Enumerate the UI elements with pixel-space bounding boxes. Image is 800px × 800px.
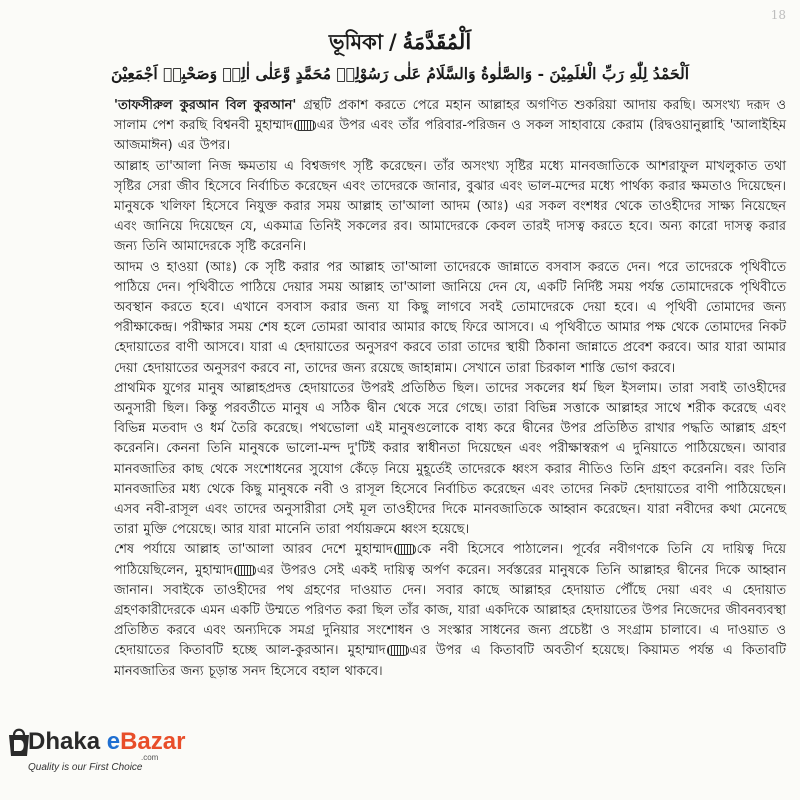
paragraph-1-text-b: এর উপর এবং তাঁর পরিবার-পরিজন ও সকল সাহাবায়ে কেরাম (রিদ্বওয়ানুল্লাহি 'আলাইহিম আজমাঈন) এর উপর। (114, 118, 786, 154)
page-corner-mark: 18 (770, 8, 786, 22)
salutation-glyph-icon (234, 565, 256, 576)
paragraph-2: আল্লাহ তা'আলা নিজ ক্ষমতায় এ বিশ্বজগৎ সৃষ্টি করেছেন। তাঁর অসংখ্য সৃষ্টির মধ্যে মানবজাতিকে আশরাফুল মাখলুকাত তথা সৃষ্টির সেরা জীব হিসেবে নির্বাচিত করেছেন এবং তাদেরকে জানার, বুঝার এবং ভাল-মন্দের মধ্যে পার্থক্য করার ক্ষমতাও দিয়েছেন। মানুষকে খলিফা হিসেবে নিযুক্ত করার সময় আল্লাহ তা'আলা আদম (আঃ) এর সকল বংশধর থেকে তাওহীদের সাক্ষ্য নিয়েছেন এবং জানিয়ে দিয়েছেন যে, একমাত্র তিনিই সকলের রব। আমাদেরকে কেবল তারই দাসত্ব করতে হবে। অন্য কারো দাসত্ব করার জন্য তিনি আমাদেরকে সৃষ্টি করেননি। (114, 158, 786, 255)
opening-doa: اَلْحَمْدُ لِلّٰهِ رَبِّ الْعٰلَمِيْنَ - وَالصَّلٰوةُ وَالسَّلَامُ عَلٰى رَسُوْلِهٖ مُحَمَّدٍ وَّعَلٰى اٰلِهٖ وَصَحْبِهٖ اَجْمَعِيْنَ (110, 64, 690, 83)
paragraph-5-text-c: এর উপরও সেই একই দায়িত্ব অর্পণ করেন। সর্বস্তরের মানুষকে তিনি আল্লাহর দ্বীনের দিকে আহ্বান জানান। সবাইকে তাওহীদের পথ গ্রহণের দাওয়াত দেন। সবার কাছে আল্লাহর হেদায়াত পৌঁছে দেয়া এবং এ হেদায়াত গ্রহণকারীদেরকে এমন একটি উম্মতে পরিণত করা ছিল তাঁর কাজ, যারা একদিকে আল্লাহর হেদায়াতের উপর নিজেদের জীবনব্যবস্থা প্রতিষ্ঠিত করবে এবং অন্যদিকে সমগ্র দুনিয়ার সংশোধন ও সংস্কার সাধনের জন্য প্রচেষ্টা ও সংগ্রাম চালাবে। এ দাওয়াত ও হেদায়াতের কিতাবটি হচ্ছে আল-কুরআন। মুহাম্মাদ (114, 562, 787, 659)
store-logo-domain: .com (141, 753, 159, 762)
title-separator: / (388, 30, 397, 54)
paragraph-5-text-d: এর উপর এ কিতাবটি অবতীর্ণ হয়েছে। কিয়ামত পর্যন্ত এ কিতাবটি মানবজাতির জন্য চূড়ান্ত সনদ হিসেবে বহাল থাকবে। (114, 643, 786, 679)
title-arabic: اَلْمُقَدَّمَةُ (402, 29, 472, 54)
paragraph-1 (114, 96, 786, 157)
page-title (0, 26, 800, 61)
salutation-glyph-icon (387, 645, 409, 656)
introduction-body (114, 96, 786, 682)
store-tagline: Quality is our First Choice (28, 762, 143, 773)
title-bengali: ভূমিকা (328, 30, 383, 54)
store-logo-text: Dhaka eBazar (28, 728, 186, 755)
store-watermark (6, 722, 196, 782)
paragraph-5 (114, 540, 786, 681)
paragraph-1-text-a: গ্রন্থটি প্রকাশ করতে পেরে মহান আল্লাহর অগণিত শুকরিয়া আদায় করছি। অসংখ্য দরূদ ও সালাম পেশ করছি বিশ্বনবী মুহাম্মাদ (114, 98, 786, 134)
paragraph-5-text-b: কে নবী হিসেবে পাঠালেন। পূর্বের নবীগণকে তিনি যে দায়িত্ব দিয়ে পাঠিয়েছিলেন, মুহাম্মাদ (114, 542, 786, 578)
book-title: 'তাফসীরুল কুরআন বিল কুরআন' (114, 98, 297, 113)
paragraph-4: প্রাথমিক যুগের মানুষ আল্লাহপ্রদত্ত হেদায়াতের উপরই প্রতিষ্ঠিত ছিল। তাদের সকলের ধর্ম ছিল ইসলাম। তারা সবাই তাওহীদের অনুসারী ছিল। কিন্তু পরবর্তীতে মানুষ এ সঠিক দ্বীন থেকে সরে গেছে। তারা বিভিন্ন সত্তাকে আল্লাহর সাথে শরীক করেছে এবং বিভিন্ন মতবাদ ও ধর্ম তৈরি করেছে। পথভোলা এই মানুষগুলোকে বাধ্য করে দ্বীনের উপর প্রতিষ্ঠিত রাখার পদ্ধতি আল্লাহ গ্রহণ করেননি। কেননা তিনি মানুষকে ভালো-মন্দ দু'টিই করার স্বাধীনতা দিয়েছেন এবং পরীক্ষাস্বরূপ এ দুনিয়াতে পাঠিয়েছেন। আবার মানবজাতির কাছ থেকে সংশোধনের সুযোগ কেঁড়ে নিয়ে মুহূর্তেই তাদেরকে ধ্বংস করার নীতিও তিনি গ্রহণ করেননি। বরং তিনি মানবজাতির মধ্য থেকে কিছু মানুষকে নবী ও রাসূল হিসেবে নির্বাচিত করেছেন এবং তাদের নিকট হেদায়াতের বাণী পাঠিয়েছেন। এসব নবী-রাসূল এবং তাদের অনুসারীরা সেই মূল তাওহীদের দিকে মানবজাতিকে আহ্বান করেছেন। যারা নবীদের কথা মেনেছে তারা মুক্তি পেয়েছে। আর যারা মানেনি তারা পর্যায়ক্রমে ধ্বংস হয়েছে। (114, 380, 786, 538)
salutation-glyph-icon (294, 120, 316, 131)
paragraph-3: আদম ও হাওয়া (আঃ) কে সৃষ্টি করার পর আল্লাহ তা'আলা তাদেরকে জান্নাতে বসবাস করতে দেন। পরে তাদেরকে পৃথিবীতে পাঠিয়ে দেন। পৃথিবীতে পাঠিয়ে দেয়ার সময় আল্লাহ তা'আলা জানিয়ে দেন যে, একটি নির্দিষ্ট সময় পর্যন্ত তোমাদেরকে পৃথিবীতে অবস্থান করতে হবে। এখানে বসবাস করার জন্য যা কিছু লাগবে সবই তোমাদেরকে দেয়া হবে। এ পৃথিবী তোমাদের জন্য পরীক্ষাকেন্দ্র। পরীক্ষার সময় শেষ হলে তোমরা আবার আমার কাছে ফিরে আসবে। এ পৃথিবীতে আমার পক্ষ থেকে তোমাদের নিকট হেদায়াতের বাণী আসবে। যারা এ হেদায়াতের অনুসরণ করবে তারা তাদের স্থায়ী ঠিকানা জান্নাতে প্রবেশ করবে। আর যারা আমার দেয়া হেদায়াতের অনুসরণ করবে না, তাদের জন্য রয়েছে জাহান্নাম। সেখানে তারা চিরকাল শাস্তি ভোগ করবে। (114, 259, 786, 376)
salutation-glyph-icon (394, 544, 416, 555)
paragraph-5-text-a: শেষ পর্যায়ে আল্লাহ তা'আলা আরব দেশে মুহাম্মাদ (114, 542, 393, 558)
